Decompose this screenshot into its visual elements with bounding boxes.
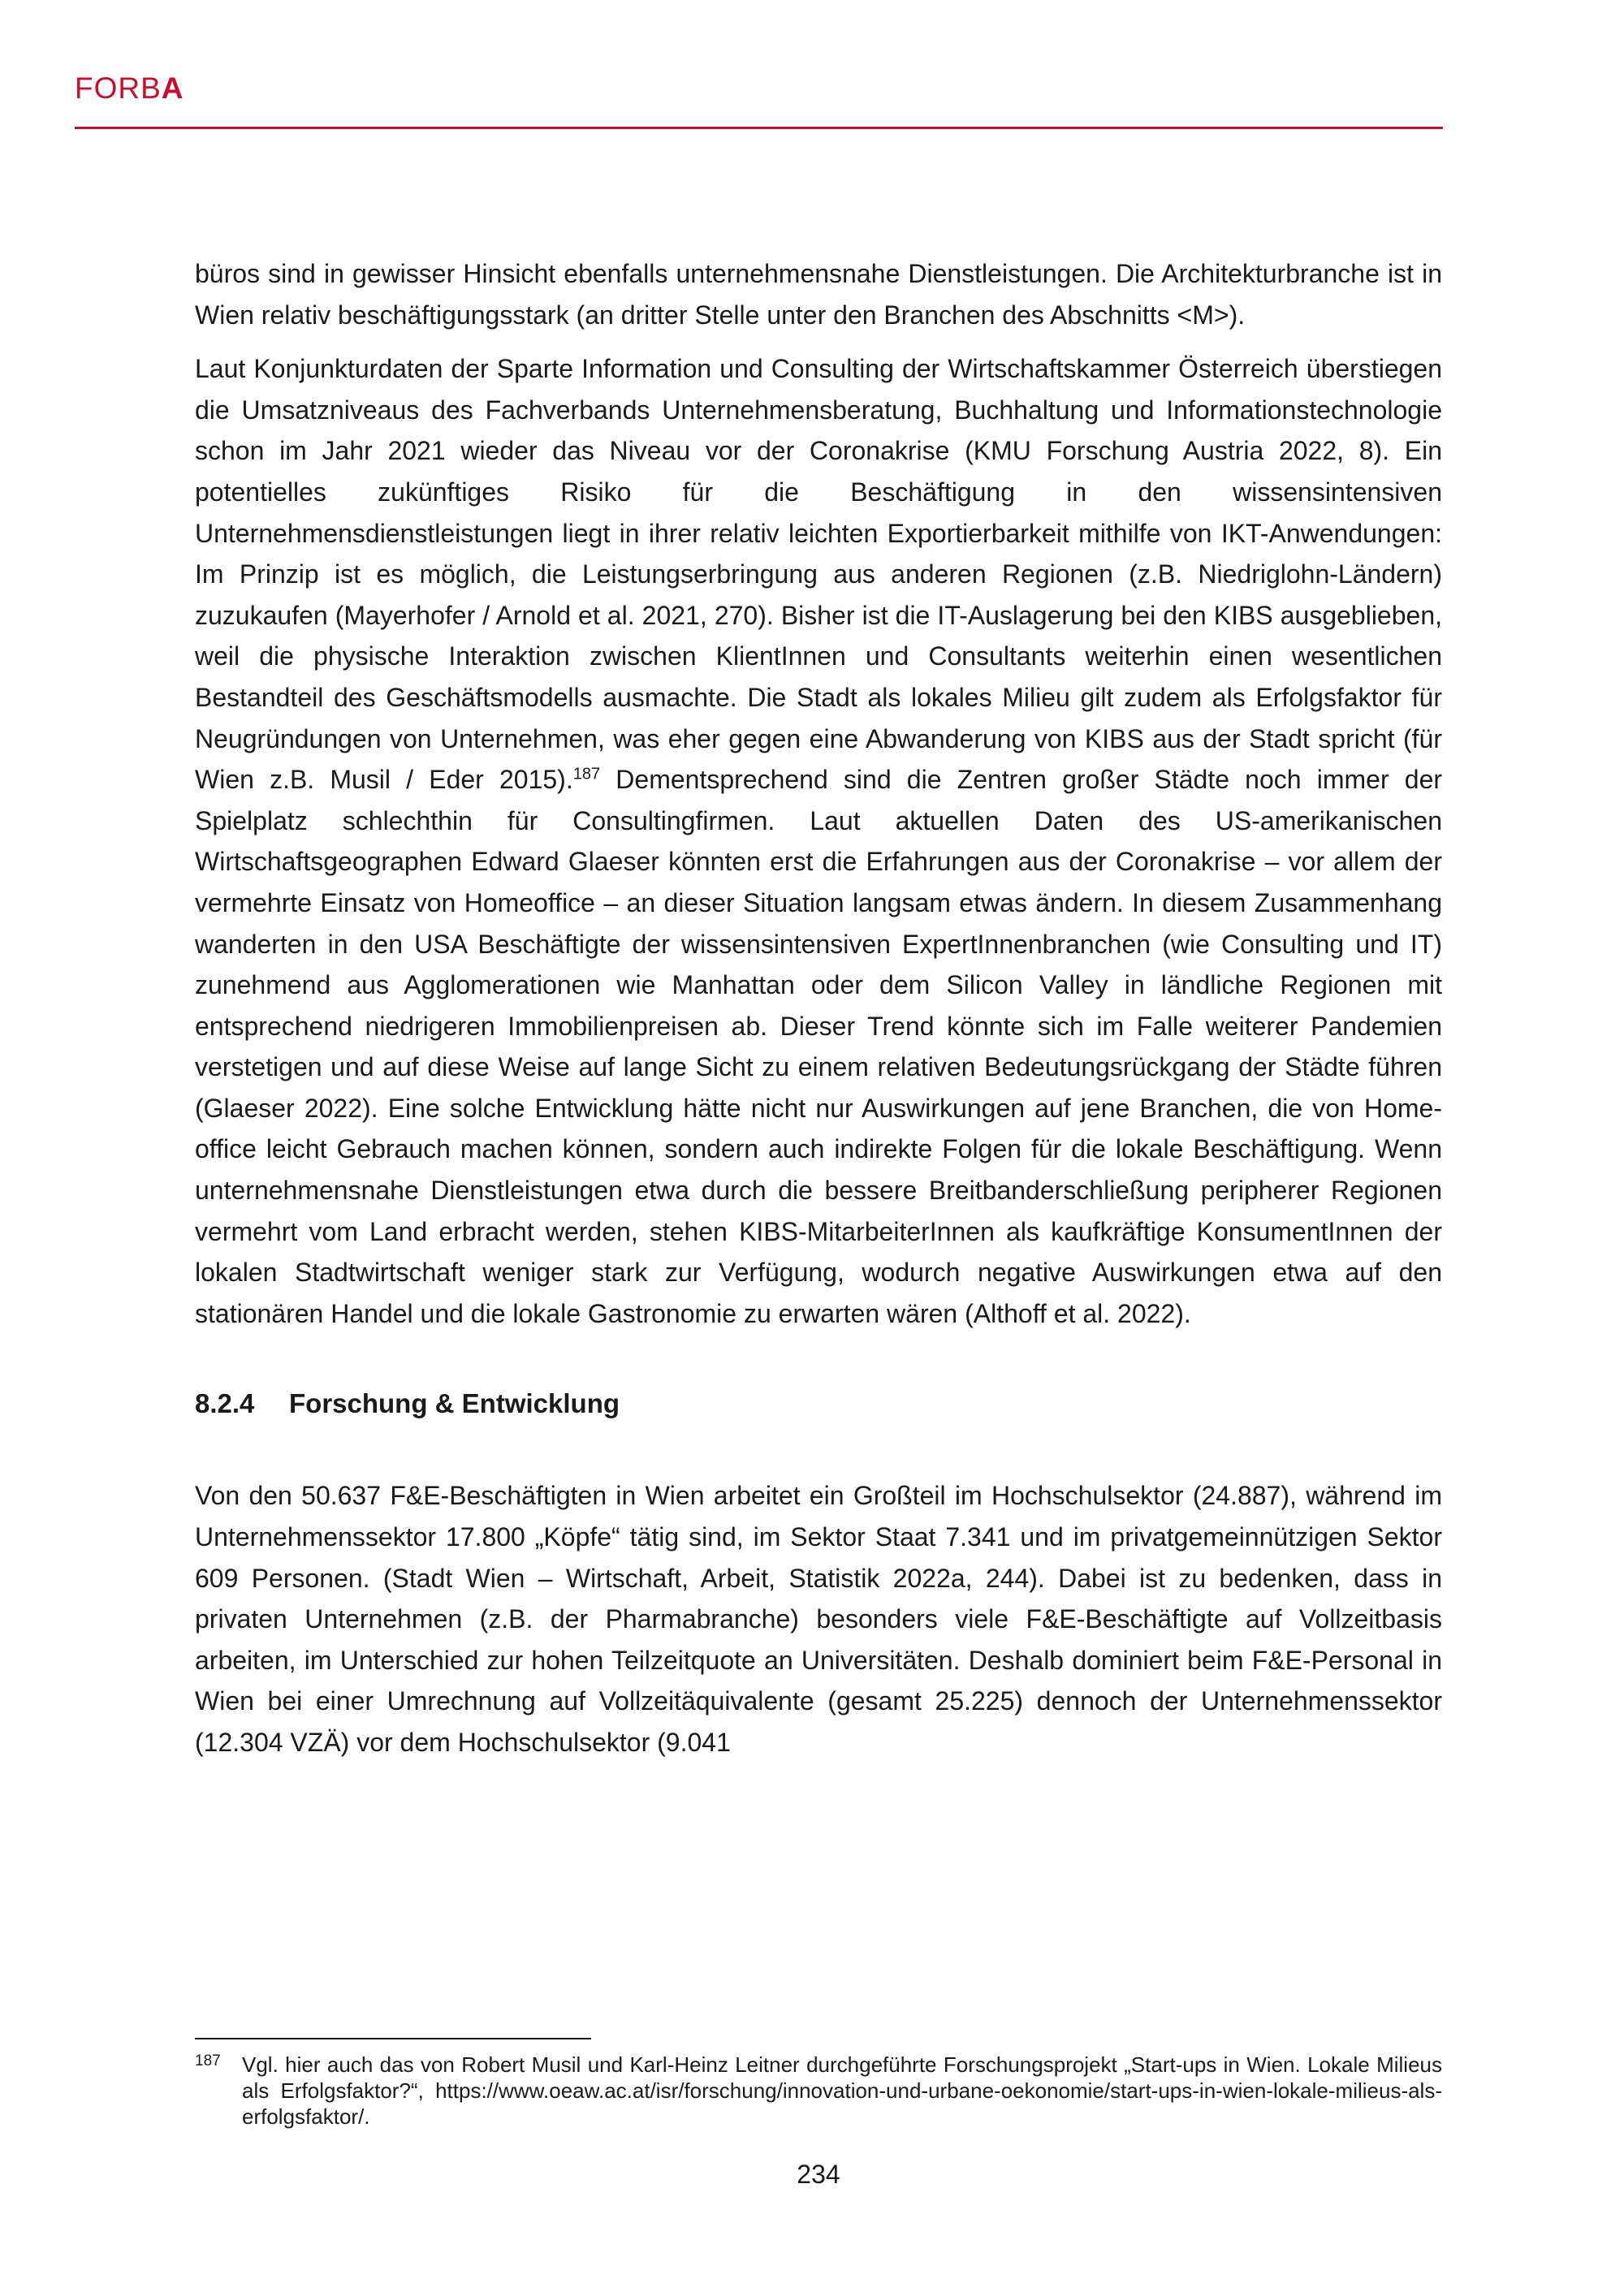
body-paragraph-2	[195, 348, 1442, 1334]
footnote-reference[interactable]: 187	[572, 765, 601, 783]
logo-text-main: FORB	[75, 71, 162, 105]
section-heading	[195, 1386, 1442, 1422]
body-paragraph-1: büros sind in gewisser Hinsicht ebenfalls unternehmensnahe Dienstleistungen. Die Architekturbranche ist in Wien relativ beschäftigungsstark (an dritter Stelle unter den Branchen des Abschnitts <M>).	[195, 259, 1442, 330]
header-divider	[75, 127, 1443, 129]
footnote-text: Vgl. hier auch das von Robert Musil und Karl-Heinz Leitner durchgeführte Forschungsprojekt „Start-ups in Wien. Lokale Milieus als Erfolgsfaktor?“, https://www.oeaw.ac.at/isr/forschung/innovation-und-urbane-oekonomie/start-ups-in-wien-lokale-milieus-als-erfolgsfaktor/.	[242, 2052, 1442, 2129]
logo-text-accent: A	[161, 71, 184, 105]
footnote-divider	[195, 2038, 591, 2039]
footnote-number: 187	[195, 2052, 221, 2069]
footnote-187	[195, 2052, 1442, 2130]
section-title: Forschung & Entwicklung	[289, 1388, 620, 1419]
body-paragraph-3: Von den 50.637 F&E-Beschäftigten in Wien arbeitet ein Großteil im Hochschulsektor (24.887), während im Unternehmenssektor 17.800 „Köpfe“ tätig sind, im Sektor Staat 7.341 und im privatgemeinnützigen Sektor 609 Personen. (Stadt Wien – Wirtschaft, Arbeit, Statistik 2022a, 244). Dabei ist zu bedenken, dass in privaten Unternehmen (z.B. der Pharmabranche) besonders viele F&E-Beschäftigte auf Vollzeitbasis arbeiten, im Unterschied zur hohen Teilzeitquote an Universitäten. Deshalb dominiert beim F&E-Personal in Wien bei einer Umrechnung auf Vollzeitäquivalente (gesamt 25.225) dennoch der Unternehmenssektor (12.304 VZÄ) vor dem Hochschulsektor (9.041	[195, 1481, 1442, 1757]
paragraph-2-text-a: Laut Konjunkturdaten der Sparte Information und Consulting der Wirtschaftskammer Österreich überstiegen die Umsatzniveaus des Fachverbands Unternehmensberatung, Buchhaltung und Informationstechnologie schon im Jahr 2021 wieder das Niveau vor der Coronakrise (KMU Forschung Austria 2022, 8). Ein potentielles zukünftiges Risiko für die Beschäftigung in den wissensintensiven Unternehmensdienstleistungen liegt in ihrer relativ leichten Exportierbarkeit mithilfe von IKT-Anwendungen: Im Prinzip ist es möglich, die Leistungserbringung aus anderen Regionen (z.B. Niedriglohn-Ländern) zuzukaufen (Mayerhofer / Arnold et al. 2021, 270). Bisher ist die IT-Auslagerung bei den KIBS ausgeblieben, weil die physische Interaktion zwischen KlientInnen und Consultants weiterhin einen wesentlichen Bestandteil des Geschäftsmodells ausmachte. Die Stadt als lokales Milieu gilt zudem als Erfolgsfaktor für Neugründungen von Unternehmen, was eher gegen eine Abwanderung von KIBS aus der Stadt spricht (für Wien z.B. Musil / Eder 2015).	[195, 354, 1442, 795]
forba-logo	[75, 71, 184, 106]
page-number: 234	[797, 2160, 840, 2189]
paragraph-2-text-b: Dementsprechend sind die Zentren großer Städte noch immer der Spielplatz schlechthin für Consultingfirmen. Laut aktuellen Daten des US-amerikanischen Wirtschaftsgeographen Edward Glaeser könnten erst die Erfahrungen aus der Coronakrise – vor allem der vermehrte Einsatz von Homeoffice – an dieser Situation langsam etwas ändern. In diesem Zusammenhang wanderten in den USA Beschäftigte der wissensintensiven ExpertInnenbranchen (wie Consulting und IT) zunehmend aus Agglomerationen wie Manhattan oder dem Silicon Valley in ländliche Regionen mit entsprechend niedrigeren Immobilienpreisen ab. Dieser Trend könnte sich im Falle weiterer Pandemien verstetigen und auf diese Weise auf lange Sicht zu einem relativen Bedeutungsrückgang der Städte führen (Glaeser 2022). Eine solche Entwicklung hätte nicht nur Auswirkungen auf jene Branchen, die von Homeoffice leicht Gebrauch machen können, sondern auch indirekte Folgen für die lokale Beschäftigung. Wenn unternehmensnahe Dienstleistungen etwa durch die bessere Breitbanderschließung peripherer Regionen vermehrt vom Land erbracht werden, stehen KIBS-MitarbeiterInnen als kaufkräftige KonsumentInnen der lokalen Stadtwirtschaft weniger stark zur Verfügung, wodurch negative Auswirkungen etwa auf den stationären Handel und die lokale Gastronomie zu erwarten wären (Althoff et al. 2022).	[195, 765, 1443, 1328]
section-number: 8.2.4	[195, 1388, 255, 1419]
main-content	[195, 253, 1442, 1763]
